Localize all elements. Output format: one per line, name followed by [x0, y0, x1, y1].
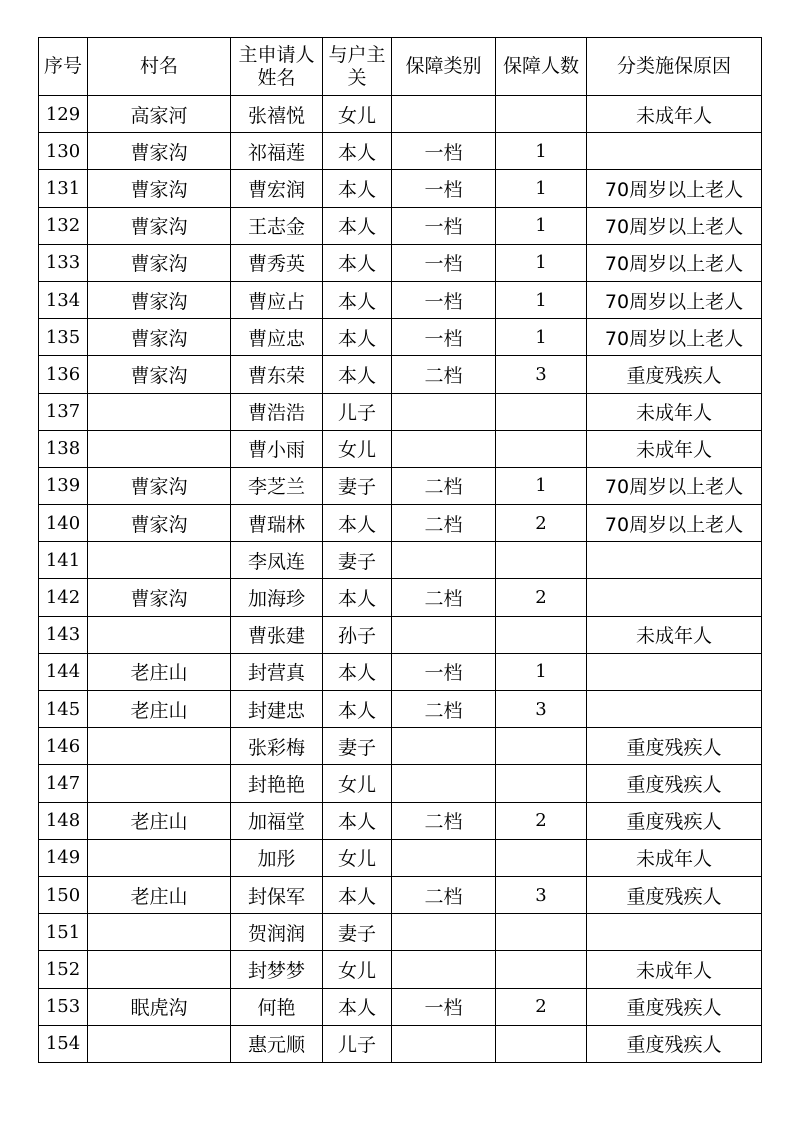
- category-cell: 一档: [392, 653, 496, 690]
- category-cell: 二档: [392, 802, 496, 839]
- reason-cell: 未成年人: [587, 616, 762, 653]
- count-cell: 1: [496, 467, 587, 504]
- seq-cell: 147: [39, 765, 88, 802]
- village-cell: 曹家沟: [88, 356, 231, 393]
- category-cell: 二档: [392, 876, 496, 913]
- name-cell: 封梦梦: [231, 951, 323, 988]
- reason-cell: 未成年人: [587, 839, 762, 876]
- category-cell: [392, 728, 496, 765]
- village-cell: [88, 1025, 231, 1062]
- village-cell: 曹家沟: [88, 170, 231, 207]
- reason-cell: 未成年人: [587, 96, 762, 133]
- reason-cell: [587, 579, 762, 616]
- reason-cell: [587, 691, 762, 728]
- table-row: [39, 1025, 762, 1062]
- reason-cell: 重度残疾人: [587, 356, 762, 393]
- count-cell: 2: [496, 579, 587, 616]
- reason-cell: [587, 914, 762, 951]
- name-cell: 曹秀英: [231, 244, 323, 281]
- reason-cell: 未成年人: [587, 951, 762, 988]
- name-cell: 曹张建: [231, 616, 323, 653]
- table-row: [39, 170, 762, 207]
- category-cell: [392, 1025, 496, 1062]
- table-row: [39, 244, 762, 281]
- relation-cell: 本人: [323, 356, 392, 393]
- name-cell: 惠元顺: [231, 1025, 323, 1062]
- reason-cell: 未成年人: [587, 393, 762, 430]
- seq-cell: 139: [39, 467, 88, 504]
- village-cell: 高家河: [88, 96, 231, 133]
- table-row: [39, 133, 762, 170]
- category-cell: [392, 430, 496, 467]
- village-cell: 眠虎沟: [88, 988, 231, 1025]
- category-cell: 一档: [392, 281, 496, 318]
- header-village: 村名: [88, 38, 231, 96]
- count-cell: 1: [496, 281, 587, 318]
- reason-cell: 70周岁以上老人: [587, 467, 762, 504]
- category-cell: [392, 951, 496, 988]
- category-cell: [392, 765, 496, 802]
- table-row: [39, 616, 762, 653]
- village-cell: 老庄山: [88, 653, 231, 690]
- count-cell: [496, 765, 587, 802]
- reason-cell: 70周岁以上老人: [587, 170, 762, 207]
- relation-cell: 本人: [323, 244, 392, 281]
- relation-cell: 本人: [323, 691, 392, 728]
- reason-cell: 70周岁以上老人: [587, 281, 762, 318]
- count-cell: [496, 839, 587, 876]
- seq-cell: 134: [39, 281, 88, 318]
- village-cell: [88, 951, 231, 988]
- reason-cell: 70周岁以上老人: [587, 505, 762, 542]
- village-cell: [88, 430, 231, 467]
- seq-cell: 138: [39, 430, 88, 467]
- category-cell: 一档: [392, 207, 496, 244]
- table-row: [39, 988, 762, 1025]
- category-cell: 二档: [392, 579, 496, 616]
- seq-cell: 132: [39, 207, 88, 244]
- count-cell: 1: [496, 653, 587, 690]
- name-cell: 曹宏润: [231, 170, 323, 207]
- count-cell: [496, 393, 587, 430]
- header-relation: 与户主关: [323, 38, 392, 96]
- count-cell: [496, 430, 587, 467]
- village-cell: 曹家沟: [88, 207, 231, 244]
- seq-cell: 152: [39, 951, 88, 988]
- relation-cell: 本人: [323, 653, 392, 690]
- reason-cell: 重度残疾人: [587, 728, 762, 765]
- category-cell: [392, 96, 496, 133]
- header-category: 保障类别: [392, 38, 496, 96]
- name-cell: 贺润润: [231, 914, 323, 951]
- relation-cell: 妻子: [323, 728, 392, 765]
- village-cell: 老庄山: [88, 691, 231, 728]
- count-cell: 1: [496, 170, 587, 207]
- table-row: [39, 505, 762, 542]
- table-row: [39, 356, 762, 393]
- reason-cell: [587, 133, 762, 170]
- name-cell: 祁福莲: [231, 133, 323, 170]
- count-cell: 2: [496, 988, 587, 1025]
- relation-cell: 本人: [323, 876, 392, 913]
- village-cell: [88, 393, 231, 430]
- relation-cell: 妻子: [323, 542, 392, 579]
- reason-cell: 70周岁以上老人: [587, 244, 762, 281]
- village-cell: 曹家沟: [88, 467, 231, 504]
- relation-cell: 本人: [323, 207, 392, 244]
- table-row: [39, 393, 762, 430]
- reason-cell: 未成年人: [587, 430, 762, 467]
- category-cell: [392, 839, 496, 876]
- category-cell: 二档: [392, 356, 496, 393]
- count-cell: 3: [496, 356, 587, 393]
- village-cell: 曹家沟: [88, 281, 231, 318]
- reason-cell: 重度残疾人: [587, 988, 762, 1025]
- relation-cell: 女儿: [323, 839, 392, 876]
- category-cell: [392, 616, 496, 653]
- village-cell: [88, 616, 231, 653]
- name-cell: 加福堂: [231, 802, 323, 839]
- name-cell: 加海珍: [231, 579, 323, 616]
- village-cell: 曹家沟: [88, 579, 231, 616]
- relation-cell: 儿子: [323, 393, 392, 430]
- seq-cell: 150: [39, 876, 88, 913]
- village-cell: [88, 765, 231, 802]
- seq-cell: 129: [39, 96, 88, 133]
- name-cell: 曹应忠: [231, 319, 323, 356]
- table-row: [39, 839, 762, 876]
- table-row: [39, 542, 762, 579]
- table-row: [39, 281, 762, 318]
- village-cell: [88, 914, 231, 951]
- name-cell: 封营真: [231, 653, 323, 690]
- count-cell: 2: [496, 505, 587, 542]
- relation-cell: 妻子: [323, 467, 392, 504]
- name-cell: 曹小雨: [231, 430, 323, 467]
- relation-cell: 本人: [323, 319, 392, 356]
- count-cell: 2: [496, 802, 587, 839]
- count-cell: [496, 728, 587, 765]
- village-cell: 老庄山: [88, 802, 231, 839]
- relation-cell: 女儿: [323, 430, 392, 467]
- category-cell: 一档: [392, 988, 496, 1025]
- table-body: [39, 96, 762, 1063]
- table-row: [39, 802, 762, 839]
- count-cell: 1: [496, 244, 587, 281]
- count-cell: 3: [496, 691, 587, 728]
- table-row: [39, 691, 762, 728]
- table-row: [39, 467, 762, 504]
- relation-cell: 本人: [323, 802, 392, 839]
- seq-cell: 151: [39, 914, 88, 951]
- header-row: [39, 38, 762, 96]
- seq-cell: 148: [39, 802, 88, 839]
- name-cell: 封保军: [231, 876, 323, 913]
- table-row: [39, 430, 762, 467]
- name-cell: 曹瑞林: [231, 505, 323, 542]
- village-cell: [88, 542, 231, 579]
- name-cell: 李凤连: [231, 542, 323, 579]
- name-cell: 张禧悦: [231, 96, 323, 133]
- category-cell: 一档: [392, 170, 496, 207]
- reason-cell: 70周岁以上老人: [587, 319, 762, 356]
- relation-cell: 本人: [323, 170, 392, 207]
- count-cell: 3: [496, 876, 587, 913]
- relation-cell: 女儿: [323, 951, 392, 988]
- reason-cell: 70周岁以上老人: [587, 207, 762, 244]
- village-cell: 曹家沟: [88, 133, 231, 170]
- seq-cell: 130: [39, 133, 88, 170]
- name-cell: 何艳: [231, 988, 323, 1025]
- seq-cell: 137: [39, 393, 88, 430]
- reason-cell: [587, 653, 762, 690]
- relation-cell: 本人: [323, 281, 392, 318]
- seq-cell: 135: [39, 319, 88, 356]
- name-cell: 张彩梅: [231, 728, 323, 765]
- village-cell: 曹家沟: [88, 244, 231, 281]
- reason-cell: 重度残疾人: [587, 765, 762, 802]
- seq-cell: 154: [39, 1025, 88, 1062]
- seq-cell: 131: [39, 170, 88, 207]
- relation-cell: 女儿: [323, 765, 392, 802]
- relation-cell: 孙子: [323, 616, 392, 653]
- header-applicant-name: 主申请人姓名: [231, 38, 323, 96]
- table-row: [39, 765, 762, 802]
- category-cell: [392, 393, 496, 430]
- name-cell: 加彤: [231, 839, 323, 876]
- table-row: [39, 951, 762, 988]
- seq-cell: 140: [39, 505, 88, 542]
- seq-cell: 153: [39, 988, 88, 1025]
- count-cell: 1: [496, 133, 587, 170]
- header-count: 保障人数: [496, 38, 587, 96]
- seq-cell: 149: [39, 839, 88, 876]
- relation-cell: 本人: [323, 988, 392, 1025]
- village-cell: 曹家沟: [88, 319, 231, 356]
- count-cell: [496, 1025, 587, 1062]
- count-cell: [496, 542, 587, 579]
- category-cell: [392, 542, 496, 579]
- seq-cell: 144: [39, 653, 88, 690]
- header-reason: 分类施保原因: [587, 38, 762, 96]
- category-cell: 二档: [392, 467, 496, 504]
- village-cell: [88, 728, 231, 765]
- relation-cell: 本人: [323, 133, 392, 170]
- count-cell: 1: [496, 207, 587, 244]
- relation-cell: 妻子: [323, 914, 392, 951]
- count-cell: [496, 616, 587, 653]
- relation-cell: 本人: [323, 579, 392, 616]
- seq-cell: 133: [39, 244, 88, 281]
- count-cell: [496, 96, 587, 133]
- seq-cell: 143: [39, 616, 88, 653]
- relief-roster-table: [38, 37, 762, 1063]
- header-seq: 序号: [39, 38, 88, 96]
- count-cell: 1: [496, 319, 587, 356]
- reason-cell: 重度残疾人: [587, 876, 762, 913]
- table-row: [39, 653, 762, 690]
- table-row: [39, 914, 762, 951]
- seq-cell: 142: [39, 579, 88, 616]
- village-cell: 老庄山: [88, 876, 231, 913]
- seq-cell: 145: [39, 691, 88, 728]
- relation-cell: 本人: [323, 505, 392, 542]
- seq-cell: 141: [39, 542, 88, 579]
- seq-cell: 146: [39, 728, 88, 765]
- village-cell: [88, 839, 231, 876]
- name-cell: 封建忠: [231, 691, 323, 728]
- category-cell: 二档: [392, 505, 496, 542]
- relation-cell: 儿子: [323, 1025, 392, 1062]
- category-cell: 一档: [392, 244, 496, 281]
- name-cell: 曹东荣: [231, 356, 323, 393]
- count-cell: [496, 914, 587, 951]
- village-cell: 曹家沟: [88, 505, 231, 542]
- table-row: [39, 207, 762, 244]
- reason-cell: 重度残疾人: [587, 802, 762, 839]
- name-cell: 曹应占: [231, 281, 323, 318]
- table-row: [39, 728, 762, 765]
- seq-cell: 136: [39, 356, 88, 393]
- table-row: [39, 96, 762, 133]
- reason-cell: [587, 542, 762, 579]
- category-cell: 一档: [392, 133, 496, 170]
- table-row: [39, 579, 762, 616]
- name-cell: 封艳艳: [231, 765, 323, 802]
- name-cell: 李芝兰: [231, 467, 323, 504]
- name-cell: 曹浩浩: [231, 393, 323, 430]
- relation-cell: 女儿: [323, 96, 392, 133]
- table-row: [39, 319, 762, 356]
- table-row: [39, 876, 762, 913]
- category-cell: 二档: [392, 691, 496, 728]
- reason-cell: 重度残疾人: [587, 1025, 762, 1062]
- count-cell: [496, 951, 587, 988]
- name-cell: 王志金: [231, 207, 323, 244]
- category-cell: 一档: [392, 319, 496, 356]
- category-cell: [392, 914, 496, 951]
